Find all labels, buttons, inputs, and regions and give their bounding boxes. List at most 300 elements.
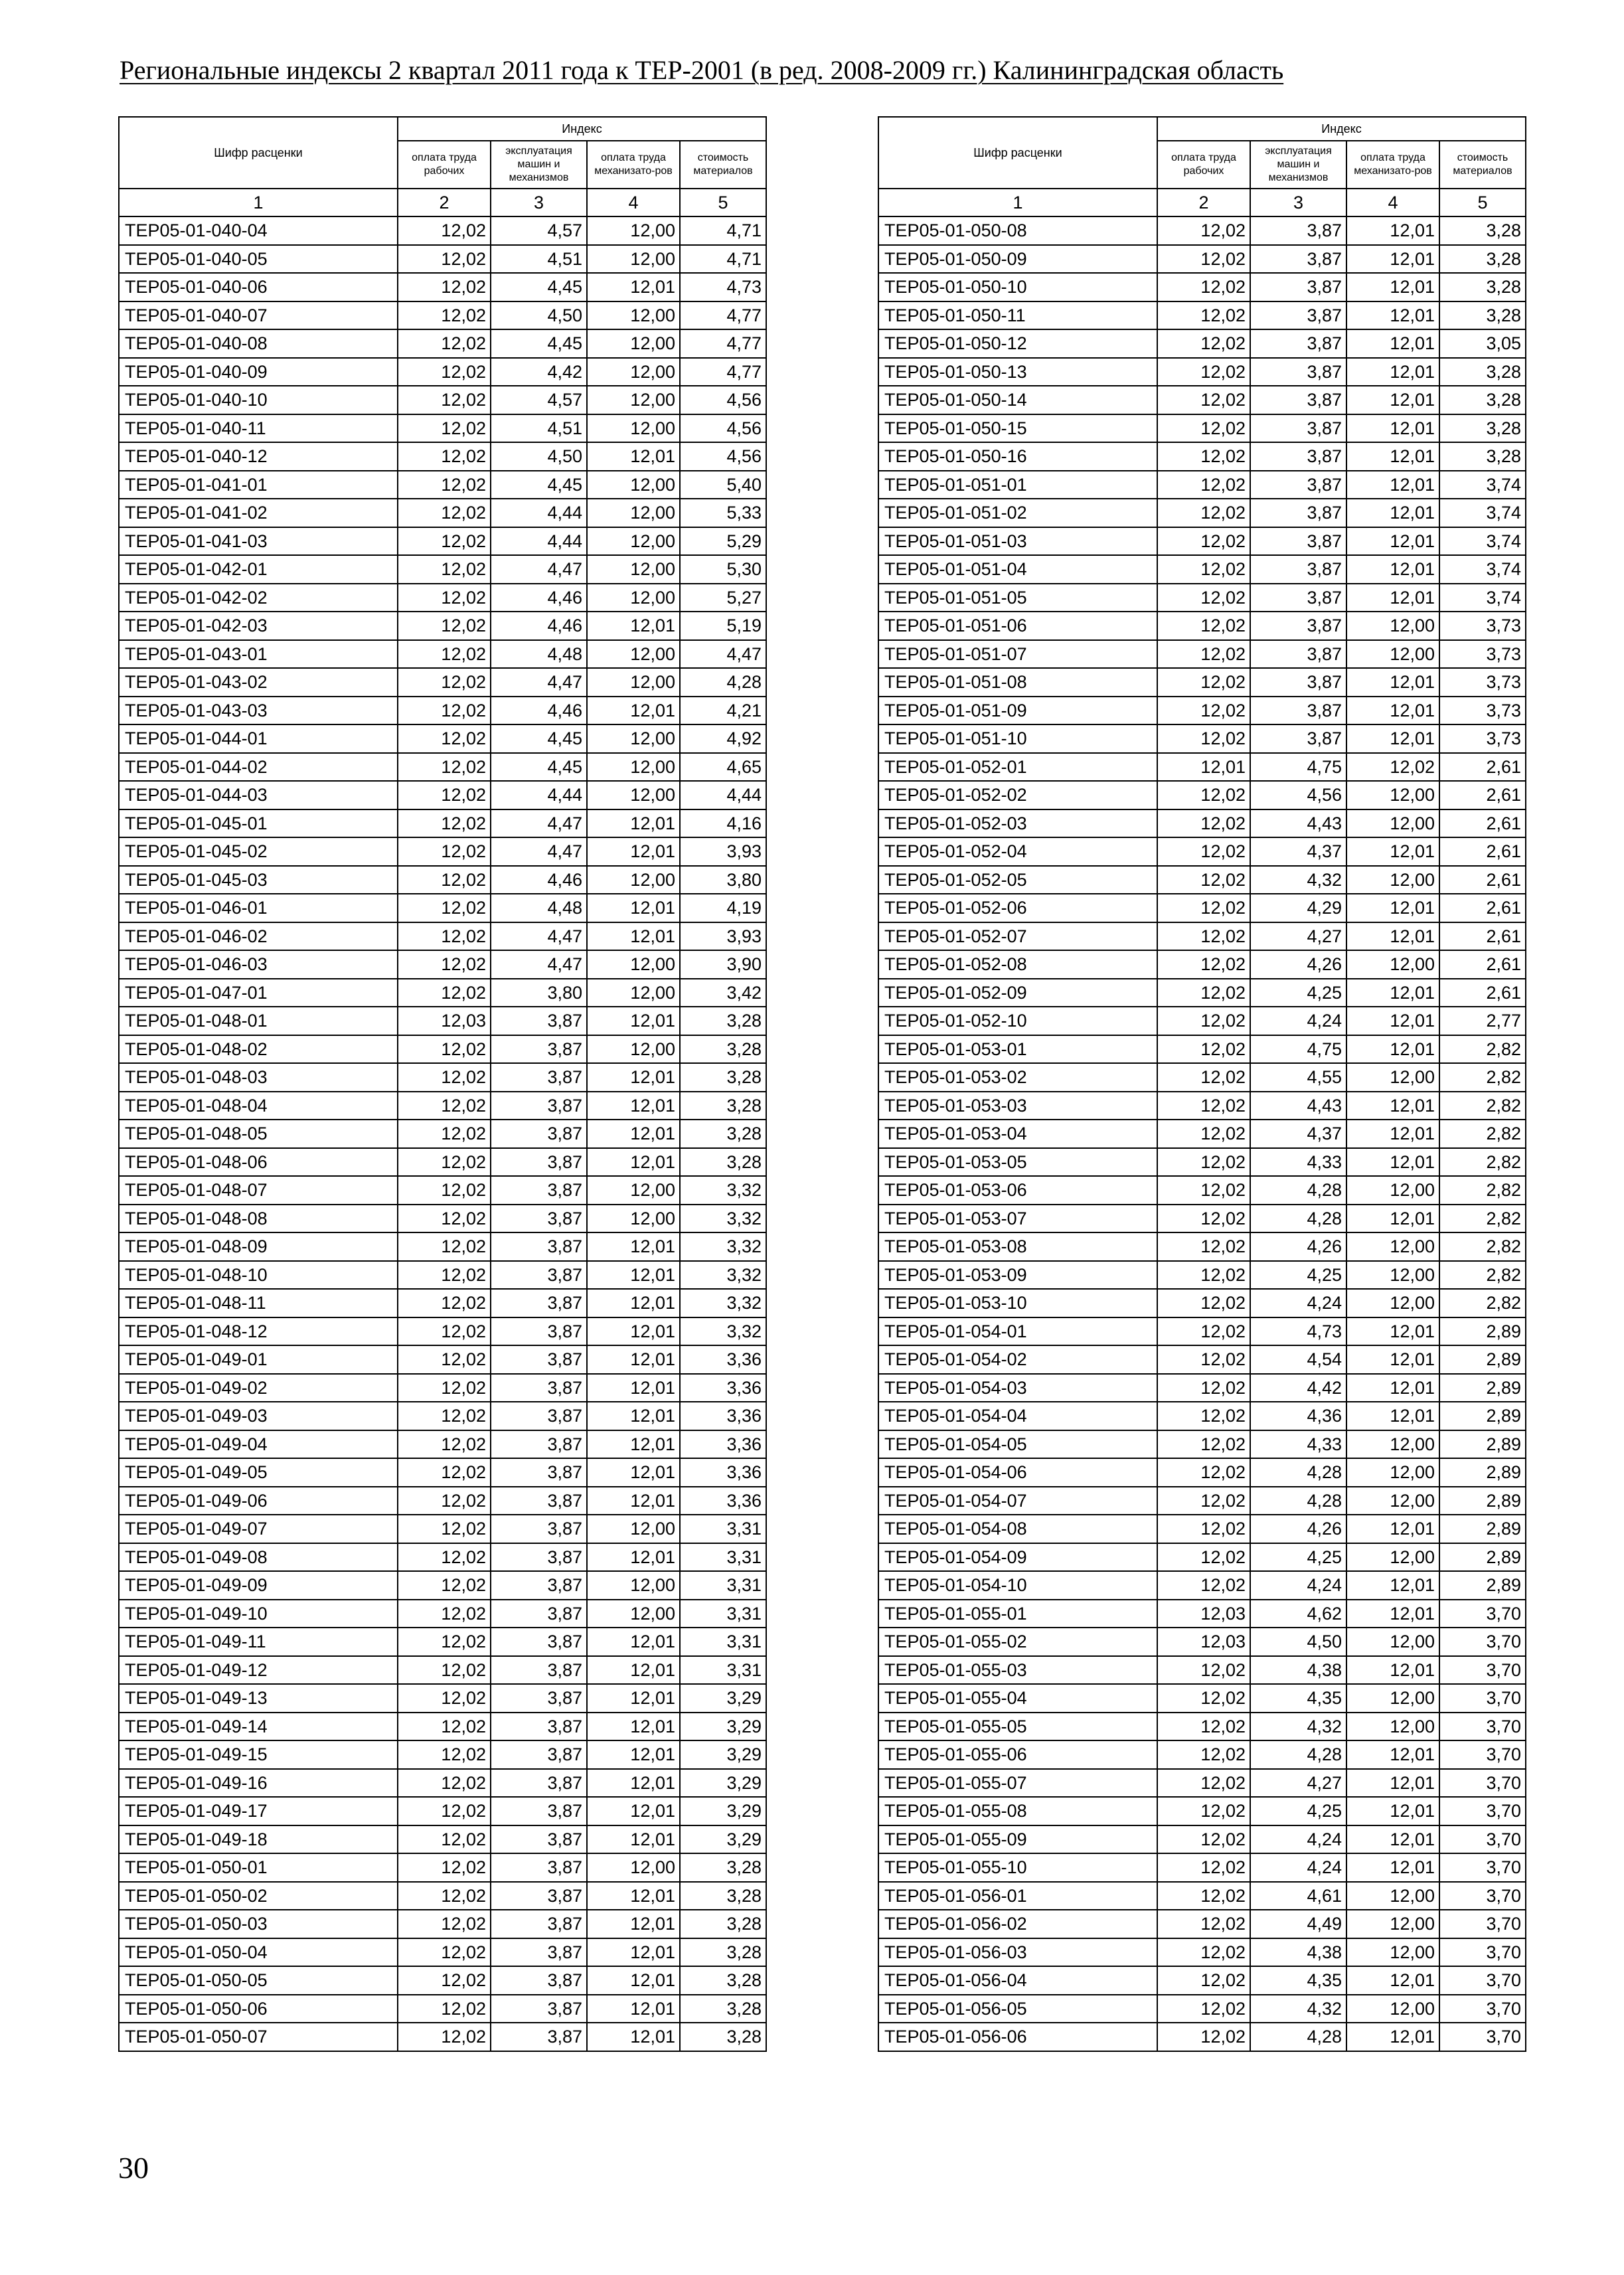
rate-code-cell: ТЕР05-01-056-05 xyxy=(878,1995,1157,2023)
index-value-cell: 4,45 xyxy=(491,329,587,358)
rate-code-cell: ТЕР05-01-053-06 xyxy=(878,1176,1157,1205)
index-value-cell: 12,03 xyxy=(1157,1600,1250,1628)
rate-code-cell: ТЕР05-01-049-03 xyxy=(119,1402,398,1430)
rate-code-cell: ТЕР05-01-052-06 xyxy=(878,894,1157,922)
index-value-cell: 2,82 xyxy=(1439,1289,1526,1317)
index-value-cell: 4,35 xyxy=(1250,1684,1346,1713)
index-value-cell: 12,00 xyxy=(587,668,680,697)
table-row xyxy=(119,1487,766,1515)
index-value-cell: 12,01 xyxy=(1346,979,1439,1007)
table-row xyxy=(119,1713,766,1741)
index-value-cell: 3,87 xyxy=(491,1543,587,1572)
index-value-cell: 4,75 xyxy=(1250,1035,1346,1064)
index-value-cell: 12,02 xyxy=(398,358,491,386)
rate-code-cell: ТЕР05-01-052-09 xyxy=(878,979,1157,1007)
table-row xyxy=(878,1684,1526,1713)
index-value-cell: 12,02 xyxy=(1157,1205,1250,1233)
table-row xyxy=(119,358,766,386)
rate-code-cell: ТЕР05-01-050-04 xyxy=(119,1938,398,1967)
table-row xyxy=(878,1882,1526,1910)
index-value-cell: 5,33 xyxy=(680,499,766,527)
rate-code-cell: ТЕР05-01-051-06 xyxy=(878,612,1157,640)
index-value-cell: 3,87 xyxy=(491,1232,587,1261)
index-value-cell: 12,01 xyxy=(1346,499,1439,527)
table-row xyxy=(878,1769,1526,1798)
index-value-cell: 2,82 xyxy=(1439,1261,1526,1290)
index-value-cell: 12,02 xyxy=(1157,1938,1250,1967)
index-value-cell: 4,43 xyxy=(1250,1092,1346,1120)
table-row xyxy=(119,1995,766,2023)
index-value-cell: 12,00 xyxy=(587,1600,680,1628)
index-value-cell: 2,89 xyxy=(1439,1571,1526,1600)
index-value-cell: 2,89 xyxy=(1439,1345,1526,1374)
index-value-cell: 3,31 xyxy=(680,1515,766,1543)
table-row xyxy=(878,386,1526,414)
index-value-cell: 3,87 xyxy=(1250,471,1346,499)
rate-code-cell: ТЕР05-01-045-01 xyxy=(119,809,398,838)
index-value-cell: 12,00 xyxy=(587,724,680,753)
index-value-cell: 2,89 xyxy=(1439,1458,1526,1487)
table-row xyxy=(878,1120,1526,1148)
index-value-cell: 12,02 xyxy=(1157,1515,1250,1543)
index-value-cell: 12,01 xyxy=(1346,1148,1439,1177)
header-labor-operators: оплата труда механизато-ров xyxy=(1346,141,1439,189)
rate-code-cell: ТЕР05-01-041-03 xyxy=(119,527,398,556)
rate-code-cell: ТЕР05-01-040-04 xyxy=(119,216,398,245)
table-row xyxy=(878,979,1526,1007)
index-value-cell: 12,02 xyxy=(1157,1345,1250,1374)
table-row xyxy=(878,499,1526,527)
table-row xyxy=(119,837,766,866)
rate-code-cell: ТЕР05-01-051-09 xyxy=(878,697,1157,725)
index-value-cell: 12,02 xyxy=(1157,1092,1250,1120)
index-value-cell: 3,29 xyxy=(680,1769,766,1798)
index-value-cell: 12,01 xyxy=(587,1910,680,1938)
index-value-cell: 4,46 xyxy=(491,584,587,612)
index-value-cell: 3,32 xyxy=(680,1232,766,1261)
index-value-cell: 12,02 xyxy=(398,668,491,697)
index-value-cell: 2,89 xyxy=(1439,1374,1526,1402)
index-value-cell: 4,33 xyxy=(1250,1430,1346,1459)
table-row xyxy=(119,668,766,697)
index-value-cell: 12,02 xyxy=(398,866,491,894)
index-value-cell: 3,31 xyxy=(680,1656,766,1685)
table-row xyxy=(878,1232,1526,1261)
table-row xyxy=(119,216,766,245)
index-value-cell: 3,73 xyxy=(1439,640,1526,669)
rate-code-cell: ТЕР05-01-049-01 xyxy=(119,1345,398,1374)
index-value-cell: 12,01 xyxy=(587,809,680,838)
rate-code-cell: ТЕР05-01-051-07 xyxy=(878,640,1157,669)
index-value-cell: 4,19 xyxy=(680,894,766,922)
index-value-cell: 12,01 xyxy=(1346,1317,1439,1346)
index-value-cell: 12,02 xyxy=(398,471,491,499)
index-value-cell: 12,02 xyxy=(1157,1995,1250,2023)
index-value-cell: 4,48 xyxy=(491,640,587,669)
index-value-cell: 12,02 xyxy=(398,584,491,612)
index-value-cell: 4,16 xyxy=(680,809,766,838)
rate-code-cell: ТЕР05-01-055-01 xyxy=(878,1600,1157,1628)
index-value-cell: 2,82 xyxy=(1439,1232,1526,1261)
index-value-cell: 3,90 xyxy=(680,950,766,979)
table-row xyxy=(119,2023,766,2051)
index-value-cell: 12,02 xyxy=(398,1995,491,2023)
index-value-cell: 3,87 xyxy=(1250,358,1346,386)
rate-code-cell: ТЕР05-01-044-03 xyxy=(119,781,398,809)
rate-code-cell: ТЕР05-01-049-12 xyxy=(119,1656,398,1685)
index-value-cell: 3,87 xyxy=(1250,640,1346,669)
index-value-cell: 12,00 xyxy=(1346,1176,1439,1205)
index-value-cell: 12,00 xyxy=(1346,1232,1439,1261)
table-row xyxy=(878,1345,1526,1374)
header-code: Шифр расценки xyxy=(119,117,398,189)
column-number: 3 xyxy=(491,189,587,216)
table-row xyxy=(878,1007,1526,1035)
index-value-cell: 2,89 xyxy=(1439,1317,1526,1346)
index-value-cell: 4,27 xyxy=(1250,922,1346,951)
index-value-cell: 12,00 xyxy=(587,1205,680,1233)
table-row xyxy=(119,1825,766,1854)
index-value-cell: 12,02 xyxy=(1157,1882,1250,1910)
index-value-cell: 3,87 xyxy=(491,1684,587,1713)
index-value-cell: 12,01 xyxy=(1346,2023,1439,2051)
rate-code-cell: ТЕР05-01-055-07 xyxy=(878,1769,1157,1798)
index-value-cell: 4,44 xyxy=(491,499,587,527)
table-row xyxy=(878,668,1526,697)
index-value-cell: 3,70 xyxy=(1439,1600,1526,1628)
index-value-cell: 4,44 xyxy=(680,781,766,809)
index-value-cell: 3,28 xyxy=(680,1910,766,1938)
column-number: 4 xyxy=(587,189,680,216)
table-row xyxy=(119,1402,766,1430)
index-value-cell: 12,01 xyxy=(1346,1092,1439,1120)
index-value-cell: 4,47 xyxy=(491,922,587,951)
index-value-cell: 2,89 xyxy=(1439,1402,1526,1430)
table-row xyxy=(878,1713,1526,1741)
table-row xyxy=(119,1430,766,1459)
index-value-cell: 12,00 xyxy=(1346,1882,1439,1910)
index-value-cell: 3,87 xyxy=(1250,245,1346,274)
index-value-cell: 12,02 xyxy=(1157,979,1250,1007)
index-value-cell: 12,02 xyxy=(1157,950,1250,979)
index-value-cell: 12,02 xyxy=(1157,216,1250,245)
index-value-cell: 12,02 xyxy=(398,1487,491,1515)
index-value-cell: 4,56 xyxy=(680,442,766,471)
rate-code-cell: ТЕР05-01-050-11 xyxy=(878,301,1157,330)
rate-code-cell: ТЕР05-01-055-08 xyxy=(878,1797,1157,1825)
index-value-cell: 4,38 xyxy=(1250,1938,1346,1967)
index-value-cell: 3,87 xyxy=(1250,697,1346,725)
rate-code-cell: ТЕР05-01-053-02 xyxy=(878,1063,1157,1092)
rate-code-cell: ТЕР05-01-051-10 xyxy=(878,724,1157,753)
table-row xyxy=(878,273,1526,301)
index-value-cell: 2,82 xyxy=(1439,1035,1526,1064)
index-value-cell: 12,01 xyxy=(1346,555,1439,584)
index-value-cell: 12,01 xyxy=(1346,1571,1439,1600)
index-value-cell: 12,01 xyxy=(1346,1825,1439,1854)
index-value-cell: 4,75 xyxy=(1250,753,1346,782)
table-row xyxy=(119,1684,766,1713)
index-value-cell: 2,82 xyxy=(1439,1120,1526,1148)
table-row xyxy=(878,1600,1526,1628)
index-value-cell: 3,87 xyxy=(1250,612,1346,640)
index-value-cell: 3,70 xyxy=(1439,1882,1526,1910)
index-value-cell: 4,56 xyxy=(680,386,766,414)
index-value-cell: 12,02 xyxy=(398,1628,491,1656)
table-row xyxy=(878,781,1526,809)
table-row xyxy=(878,1571,1526,1600)
index-value-cell: 12,01 xyxy=(1346,471,1439,499)
index-value-cell: 12,00 xyxy=(587,1571,680,1600)
index-value-cell: 12,02 xyxy=(1157,245,1250,274)
rate-code-cell: ТЕР05-01-050-09 xyxy=(878,245,1157,274)
index-value-cell: 3,28 xyxy=(1439,386,1526,414)
rate-code-cell: ТЕР05-01-049-16 xyxy=(119,1769,398,1798)
rate-code-cell: ТЕР05-01-054-08 xyxy=(878,1515,1157,1543)
index-value-cell: 12,02 xyxy=(398,216,491,245)
index-value-cell: 3,28 xyxy=(680,1995,766,2023)
index-value-cell: 12,02 xyxy=(398,1769,491,1798)
index-value-cell: 12,01 xyxy=(587,894,680,922)
index-value-cell: 3,31 xyxy=(680,1628,766,1656)
index-value-cell: 4,28 xyxy=(680,668,766,697)
index-value-cell: 12,01 xyxy=(587,1317,680,1346)
index-value-cell: 3,28 xyxy=(1439,273,1526,301)
index-value-cell: 3,87 xyxy=(491,1205,587,1233)
index-value-cell: 3,87 xyxy=(491,1515,587,1543)
table-row xyxy=(878,922,1526,951)
rate-code-cell: ТЕР05-01-042-01 xyxy=(119,555,398,584)
table-row xyxy=(119,1600,766,1628)
table-row xyxy=(119,781,766,809)
index-value-cell: 4,77 xyxy=(680,358,766,386)
rate-code-cell: ТЕР05-01-041-01 xyxy=(119,471,398,499)
rate-code-cell: ТЕР05-01-050-13 xyxy=(878,358,1157,386)
rate-code-cell: ТЕР05-01-050-12 xyxy=(878,329,1157,358)
table-row xyxy=(119,1966,766,1995)
rate-code-cell: ТЕР05-01-049-10 xyxy=(119,1600,398,1628)
index-value-cell: 3,87 xyxy=(1250,668,1346,697)
rate-code-cell: ТЕР05-01-040-06 xyxy=(119,273,398,301)
index-value-cell: 12,02 xyxy=(1157,527,1250,556)
rate-code-cell: ТЕР05-01-056-03 xyxy=(878,1938,1157,1967)
index-value-cell: 12,02 xyxy=(1157,1713,1250,1741)
index-value-cell: 3,28 xyxy=(1439,442,1526,471)
rate-code-cell: ТЕР05-01-051-03 xyxy=(878,527,1157,556)
index-value-cell: 4,28 xyxy=(1250,1205,1346,1233)
index-value-cell: 3,28 xyxy=(1439,216,1526,245)
index-value-cell: 12,02 xyxy=(1157,1487,1250,1515)
index-value-cell: 3,87 xyxy=(1250,442,1346,471)
rate-code-cell: ТЕР05-01-045-02 xyxy=(119,837,398,866)
rate-code-cell: ТЕР05-01-050-08 xyxy=(878,216,1157,245)
index-value-cell: 12,02 xyxy=(398,697,491,725)
rate-code-cell: ТЕР05-01-049-15 xyxy=(119,1740,398,1769)
index-value-cell: 4,77 xyxy=(680,329,766,358)
header-materials-cost: стоимость материалов xyxy=(680,141,766,189)
index-value-cell: 4,49 xyxy=(1250,1910,1346,1938)
index-value-cell: 4,42 xyxy=(491,358,587,386)
table-row xyxy=(878,1487,1526,1515)
index-value-cell: 12,02 xyxy=(1157,1317,1250,1346)
index-value-cell: 4,77 xyxy=(680,301,766,330)
index-value-cell: 12,02 xyxy=(1157,1120,1250,1148)
index-value-cell: 4,26 xyxy=(1250,1232,1346,1261)
table-row xyxy=(119,1458,766,1487)
index-value-cell: 3,70 xyxy=(1439,1740,1526,1769)
index-value-cell: 12,02 xyxy=(398,1063,491,1092)
index-value-cell: 12,02 xyxy=(398,555,491,584)
index-value-cell: 3,87 xyxy=(491,2023,587,2051)
table-row xyxy=(878,1374,1526,1402)
index-value-cell: 12,02 xyxy=(1157,1966,1250,1995)
rate-code-cell: ТЕР05-01-048-07 xyxy=(119,1176,398,1205)
index-value-cell: 12,02 xyxy=(1157,1797,1250,1825)
table-row xyxy=(119,753,766,782)
rate-code-cell: ТЕР05-01-048-09 xyxy=(119,1232,398,1261)
index-value-cell: 12,02 xyxy=(1157,781,1250,809)
rate-code-cell: ТЕР05-01-050-16 xyxy=(878,442,1157,471)
index-value-cell: 4,28 xyxy=(1250,2023,1346,2051)
rate-code-cell: ТЕР05-01-040-09 xyxy=(119,358,398,386)
index-value-cell: 12,01 xyxy=(1346,584,1439,612)
rate-code-cell: ТЕР05-01-040-10 xyxy=(119,386,398,414)
table-row xyxy=(119,1092,766,1120)
index-value-cell: 12,01 xyxy=(587,1966,680,1995)
table-row xyxy=(119,1205,766,1233)
index-value-cell: 12,02 xyxy=(398,781,491,809)
index-value-cell: 12,02 xyxy=(398,1684,491,1713)
index-value-cell: 3,87 xyxy=(491,1825,587,1854)
rate-code-cell: ТЕР05-01-049-06 xyxy=(119,1487,398,1515)
index-value-cell: 2,61 xyxy=(1439,922,1526,951)
table-row xyxy=(878,1853,1526,1882)
rate-code-cell: ТЕР05-01-049-09 xyxy=(119,1571,398,1600)
index-value-cell: 12,02 xyxy=(398,1176,491,1205)
rate-code-cell: ТЕР05-01-048-10 xyxy=(119,1261,398,1290)
index-value-cell: 12,00 xyxy=(1346,612,1439,640)
column-number: 5 xyxy=(1439,189,1526,216)
index-value-cell: 3,32 xyxy=(680,1261,766,1290)
rate-code-cell: ТЕР05-01-053-05 xyxy=(878,1148,1157,1177)
table-row xyxy=(878,1458,1526,1487)
index-value-cell: 3,87 xyxy=(491,1656,587,1685)
index-value-cell: 12,02 xyxy=(398,724,491,753)
index-value-cell: 3,74 xyxy=(1439,527,1526,556)
column-number: 3 xyxy=(1250,189,1346,216)
rate-code-cell: ТЕР05-01-049-11 xyxy=(119,1628,398,1656)
index-value-cell: 12,02 xyxy=(398,1261,491,1290)
index-value-cell: 12,02 xyxy=(398,1148,491,1177)
index-value-cell: 3,70 xyxy=(1439,1995,1526,2023)
index-value-cell: 4,45 xyxy=(491,471,587,499)
index-value-cell: 12,01 xyxy=(587,1289,680,1317)
index-value-cell: 12,01 xyxy=(587,1120,680,1148)
table-row xyxy=(119,1628,766,1656)
index-value-cell: 12,01 xyxy=(1346,414,1439,443)
index-value-cell: 4,47 xyxy=(491,837,587,866)
table-row xyxy=(878,2023,1526,2051)
index-value-cell: 4,32 xyxy=(1250,1995,1346,2023)
index-value-cell: 3,80 xyxy=(491,979,587,1007)
table-row xyxy=(119,471,766,499)
index-value-cell: 12,02 xyxy=(1157,894,1250,922)
index-value-cell: 4,37 xyxy=(1250,837,1346,866)
index-value-cell: 3,87 xyxy=(491,1317,587,1346)
table-row xyxy=(878,329,1526,358)
rate-code-cell: ТЕР05-01-053-03 xyxy=(878,1092,1157,1120)
index-value-cell: 12,02 xyxy=(398,1740,491,1769)
index-value-cell: 12,03 xyxy=(1157,1628,1250,1656)
index-value-cell: 3,32 xyxy=(680,1176,766,1205)
table-row xyxy=(878,1995,1526,2023)
rate-code-cell: ТЕР05-01-049-18 xyxy=(119,1825,398,1854)
table-row xyxy=(878,1289,1526,1317)
table-row xyxy=(119,1232,766,1261)
index-value-cell: 12,01 xyxy=(1346,527,1439,556)
table-row xyxy=(119,1374,766,1402)
table-row xyxy=(878,442,1526,471)
table-row xyxy=(119,273,766,301)
table-row xyxy=(119,1571,766,1600)
index-value-cell: 12,01 xyxy=(1346,1853,1439,1882)
table-row xyxy=(878,245,1526,274)
index-value-cell: 12,02 xyxy=(398,273,491,301)
index-value-cell: 2,61 xyxy=(1439,837,1526,866)
index-value-cell: 12,02 xyxy=(1157,1684,1250,1713)
table-row xyxy=(119,1515,766,1543)
index-value-cell: 12,02 xyxy=(1157,1261,1250,1290)
index-value-cell: 12,02 xyxy=(398,1515,491,1543)
index-value-cell: 3,29 xyxy=(680,1713,766,1741)
rate-code-cell: ТЕР05-01-054-04 xyxy=(878,1402,1157,1430)
rate-code-cell: ТЕР05-01-051-04 xyxy=(878,555,1157,584)
index-value-cell: 12,02 xyxy=(398,922,491,951)
index-value-cell: 12,01 xyxy=(1157,753,1250,782)
index-value-cell: 3,87 xyxy=(491,1261,587,1290)
rate-code-cell: ТЕР05-01-052-03 xyxy=(878,809,1157,838)
rate-code-cell: ТЕР05-01-050-03 xyxy=(119,1910,398,1938)
index-value-cell: 12,02 xyxy=(398,1797,491,1825)
index-value-cell: 12,00 xyxy=(1346,1543,1439,1572)
index-value-cell: 12,01 xyxy=(1346,1007,1439,1035)
index-value-cell: 3,93 xyxy=(680,837,766,866)
index-value-cell: 2,61 xyxy=(1439,866,1526,894)
table-row xyxy=(119,922,766,951)
index-value-cell: 12,02 xyxy=(1157,1769,1250,1798)
index-value-cell: 2,61 xyxy=(1439,979,1526,1007)
index-value-cell: 3,29 xyxy=(680,1825,766,1854)
index-value-cell: 12,02 xyxy=(398,894,491,922)
index-value-cell: 3,70 xyxy=(1439,1684,1526,1713)
rate-code-cell: ТЕР05-01-048-01 xyxy=(119,1007,398,1035)
rate-code-cell: ТЕР05-01-049-07 xyxy=(119,1515,398,1543)
index-value-cell: 12,01 xyxy=(587,612,680,640)
index-value-cell: 12,02 xyxy=(1157,1402,1250,1430)
table-row xyxy=(119,1317,766,1346)
index-value-cell: 3,87 xyxy=(491,1600,587,1628)
index-value-cell: 4,28 xyxy=(1250,1487,1346,1515)
index-value-cell: 3,87 xyxy=(1250,527,1346,556)
index-value-cell: 4,48 xyxy=(491,894,587,922)
index-value-cell: 4,44 xyxy=(491,781,587,809)
index-value-cell: 3,28 xyxy=(680,1938,766,1967)
index-value-cell: 12,02 xyxy=(398,950,491,979)
header-labor-operators: оплата труда механизато-ров xyxy=(587,141,680,189)
index-value-cell: 12,02 xyxy=(1157,668,1250,697)
index-value-cell: 12,02 xyxy=(1157,386,1250,414)
rate-code-cell: ТЕР05-01-050-10 xyxy=(878,273,1157,301)
